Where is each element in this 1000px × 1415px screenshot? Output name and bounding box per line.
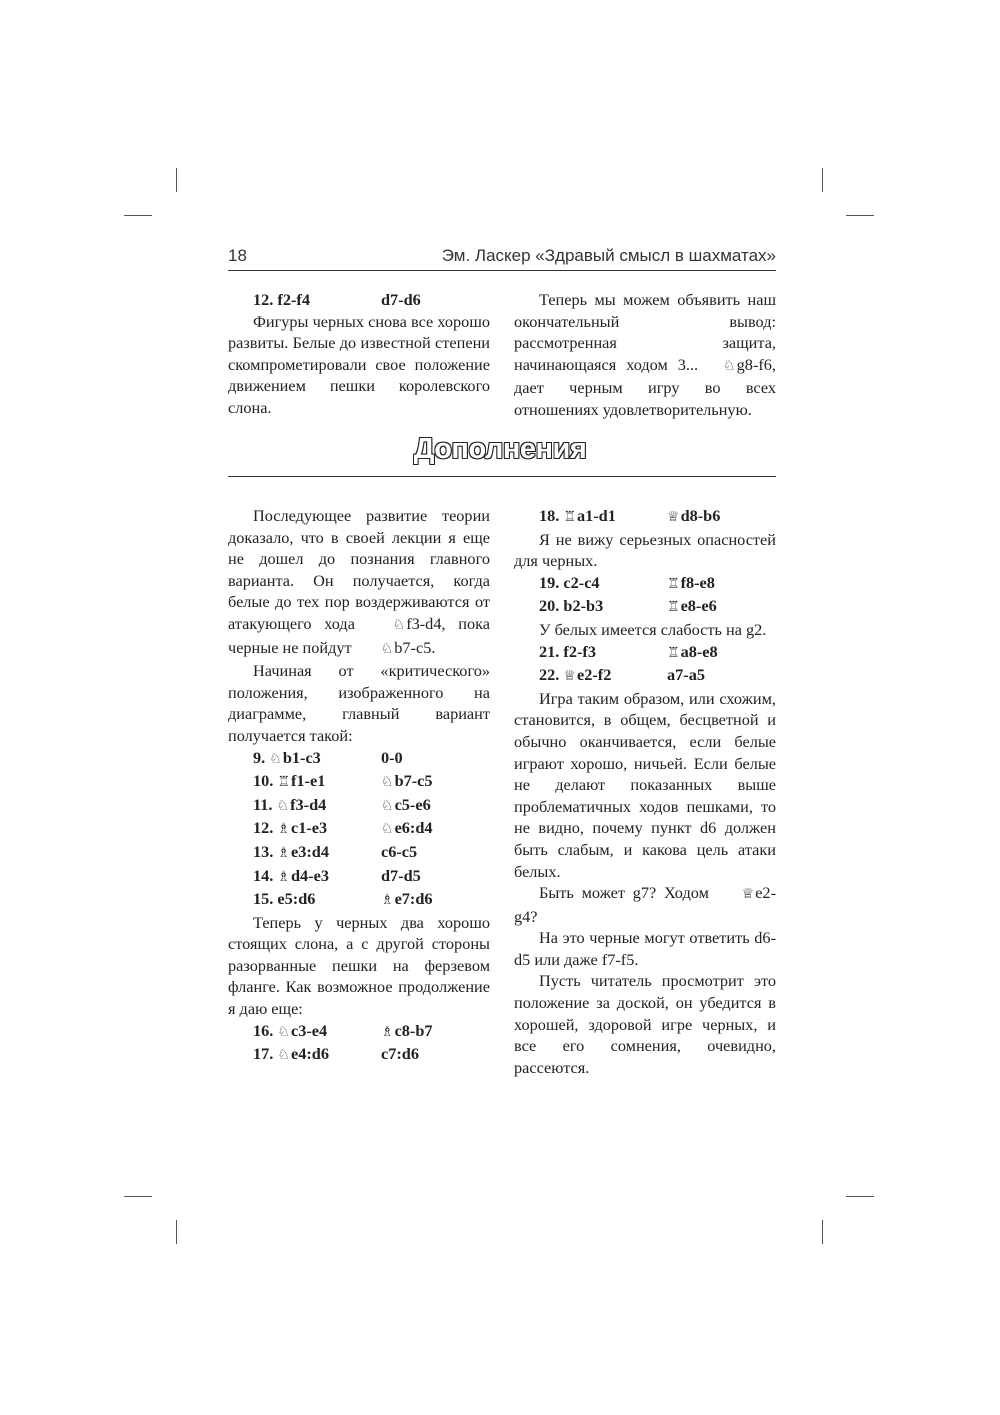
text-run: Теперь мы можем объявить наш окончательный вывод: рассмотренная защита, начинающаяся ходом 3... bbox=[514, 290, 776, 374]
top-right-column bbox=[514, 289, 776, 421]
white-move bbox=[539, 664, 667, 688]
knight-icon: ♘ bbox=[723, 357, 736, 374]
move-notation: f2-f3 bbox=[563, 641, 596, 661]
white-move bbox=[539, 595, 667, 619]
move-list bbox=[514, 641, 776, 688]
black-move: d7-d6 bbox=[381, 290, 421, 309]
text-run: Быть может g7? Ходом bbox=[539, 883, 717, 903]
white-move bbox=[539, 505, 667, 529]
move-notation: c6-c5 bbox=[381, 841, 418, 861]
move-notation: f3-d4 bbox=[290, 794, 327, 814]
move-number: 9. bbox=[253, 747, 270, 767]
rook-icon: ♖ bbox=[277, 774, 290, 791]
move-number: 21. bbox=[539, 641, 564, 661]
black-move bbox=[667, 595, 717, 619]
knight-icon: ♘ bbox=[392, 616, 406, 633]
black-move bbox=[381, 1020, 433, 1044]
move-notation: c5-e6 bbox=[394, 794, 431, 814]
move-notation: c7:d6 bbox=[381, 1044, 419, 1064]
move-list bbox=[228, 1020, 490, 1067]
move-row bbox=[228, 747, 490, 771]
bishop-icon: ♗ bbox=[381, 892, 394, 909]
knight-icon: ♘ bbox=[380, 640, 394, 657]
crop-mark bbox=[124, 1196, 152, 1197]
queen-icon: ♕ bbox=[563, 668, 576, 685]
move-notation: d8-b6 bbox=[680, 506, 721, 525]
move-list bbox=[228, 747, 490, 912]
move-row bbox=[228, 817, 490, 841]
move-row bbox=[228, 1020, 490, 1044]
move-row bbox=[228, 289, 490, 311]
move-notation: e6:d4 bbox=[394, 818, 433, 838]
paragraph: У белых имеется слабость на g2. bbox=[539, 619, 767, 639]
move-number: 19. bbox=[539, 572, 564, 592]
white-move bbox=[539, 572, 667, 596]
white-move bbox=[253, 888, 381, 912]
move-number: 14. bbox=[253, 865, 278, 885]
move-number: 15. bbox=[253, 889, 278, 909]
move-notation: b2-b3 bbox=[563, 596, 604, 616]
paragraph: Я не вижу серьезных опасностей для черных. bbox=[514, 529, 776, 571]
crop-mark bbox=[846, 1196, 874, 1197]
move-notation: b7-c5 bbox=[394, 771, 433, 791]
move-notation: e8-e6 bbox=[680, 596, 717, 616]
knight-icon: ♘ bbox=[381, 774, 394, 791]
rook-icon: ♖ bbox=[667, 644, 680, 661]
paragraph: Игра таким образом, или схожим, становится, в общем, бесцветной и обычно оканчивается, если белые играют хорошо, ничьей. Если белые не делают показанных выше проблематичных ходов пешками, то не видно, почему пункт d6 должен быть слабым, и какова цель атаки белых. bbox=[514, 688, 776, 881]
move-row bbox=[514, 572, 776, 596]
crop-mark bbox=[176, 168, 177, 192]
rook-icon: ♖ bbox=[667, 575, 680, 592]
paragraph bbox=[514, 289, 776, 421]
move-number: 13. bbox=[253, 841, 278, 861]
paragraph bbox=[228, 505, 490, 660]
move-notation: e5:d6 bbox=[277, 889, 316, 909]
black-move bbox=[667, 641, 718, 665]
move-number: 18. bbox=[539, 506, 564, 525]
move-notation: e2-f2 bbox=[576, 665, 612, 685]
white-move bbox=[253, 1020, 381, 1044]
white-move bbox=[253, 865, 381, 889]
text-run: f3-d4, пока черные не пойдут bbox=[228, 613, 490, 657]
move-notation: c3-e4 bbox=[290, 1020, 328, 1040]
text-run: Последующее развитие теории доказало, что в своей лекции я еще не дошел до познания главного варианта. Он получается, когда белые до тех пор воздерживаются от атакующего хода bbox=[228, 506, 490, 633]
left-column bbox=[228, 505, 490, 1067]
bishop-icon: ♗ bbox=[277, 868, 290, 885]
move-number: 11. bbox=[253, 794, 277, 814]
move-notation: d7-d5 bbox=[381, 865, 421, 885]
move-notation: a8-e8 bbox=[680, 641, 718, 661]
section-title: Дополнения bbox=[413, 433, 587, 465]
knight-icon: ♘ bbox=[276, 797, 290, 814]
queen-icon: ♕ bbox=[667, 509, 680, 525]
move-notation: c2-c4 bbox=[563, 572, 600, 592]
move-list bbox=[514, 505, 776, 529]
bishop-icon: ♗ bbox=[381, 1023, 394, 1040]
white-move bbox=[539, 641, 667, 665]
black-move bbox=[667, 572, 715, 596]
top-left-column bbox=[228, 289, 490, 419]
right-column bbox=[514, 505, 776, 1078]
crop-mark bbox=[846, 215, 874, 216]
paragraph: Пусть читатель просмотрит это положение за доской, он убедится в хорошей, здоровой игре черных, и все его сомнения, очевидно, рассеются. bbox=[514, 971, 776, 1077]
move-number: 12. bbox=[253, 818, 278, 838]
white-move bbox=[253, 1043, 381, 1067]
move-number: 17. bbox=[253, 1044, 278, 1064]
move-notation: 0-0 bbox=[381, 747, 403, 767]
move-number: 22. bbox=[539, 665, 564, 685]
move-row bbox=[228, 1043, 490, 1067]
white-move bbox=[253, 794, 381, 818]
black-move bbox=[381, 747, 403, 771]
crop-mark bbox=[124, 215, 152, 216]
text-run: g8-f6, дает черным игру во всех отношениях удовлетворительную. bbox=[514, 354, 776, 419]
text-run: b7-c5. bbox=[394, 637, 436, 657]
move-notation: b1-c3 bbox=[282, 747, 321, 767]
knight-icon: ♘ bbox=[277, 1047, 290, 1064]
queen-icon: ♕ bbox=[741, 886, 755, 903]
black-move bbox=[381, 770, 433, 794]
move-notation: f8-e8 bbox=[680, 572, 715, 592]
black-move bbox=[667, 664, 705, 688]
knight-icon: ♘ bbox=[269, 750, 282, 767]
move-list bbox=[514, 572, 776, 619]
black-move bbox=[381, 865, 421, 889]
crop-mark bbox=[822, 1220, 823, 1244]
white-move bbox=[253, 770, 381, 794]
white-move bbox=[253, 747, 381, 771]
move-notation: a7-a5 bbox=[667, 665, 705, 685]
move-notation: e3:d4 bbox=[290, 841, 329, 861]
black-move bbox=[667, 505, 720, 529]
running-title: Эм. Ласкер «Здравый смысл в шахматах» bbox=[441, 246, 776, 265]
page-number: 18 bbox=[228, 246, 247, 265]
move-notation: d4-e3 bbox=[290, 865, 329, 885]
move-row bbox=[228, 770, 490, 794]
move-row bbox=[228, 841, 490, 865]
move-row bbox=[514, 641, 776, 665]
move-row bbox=[228, 865, 490, 889]
move-notation: e7:d6 bbox=[394, 889, 433, 909]
white-move: 12. f2-f4 bbox=[253, 290, 310, 309]
move-number: 16. bbox=[253, 1020, 278, 1040]
move-row bbox=[228, 794, 490, 818]
move-notation: a1-d1 bbox=[576, 506, 616, 525]
move-notation: c1-e3 bbox=[290, 818, 328, 838]
move-number: 10. bbox=[253, 771, 278, 791]
white-move bbox=[253, 817, 381, 841]
black-move bbox=[381, 794, 431, 818]
move-notation: f1-e1 bbox=[290, 771, 326, 791]
crop-mark bbox=[822, 168, 823, 192]
bishop-icon: ♗ bbox=[277, 844, 290, 861]
paragraph: Теперь у черных два хорошо стоящих слона, а с другой стороны разорванные пешки на ферзевом фланге. Как возможное продолжение я даю еще: bbox=[228, 912, 490, 1019]
white-move bbox=[253, 841, 381, 865]
rook-icon: ♖ bbox=[667, 599, 680, 616]
move-row bbox=[228, 888, 490, 912]
move-number: 20. bbox=[539, 596, 564, 616]
knight-icon: ♘ bbox=[381, 821, 394, 838]
text-run: e2-g4? bbox=[514, 883, 776, 926]
rook-icon: ♖ bbox=[563, 509, 576, 525]
move-notation: c8-b7 bbox=[394, 1020, 433, 1040]
move-notation: e4:d6 bbox=[290, 1044, 329, 1064]
paragraph bbox=[514, 882, 776, 927]
crop-mark bbox=[176, 1220, 177, 1244]
move-row bbox=[514, 505, 776, 529]
black-move bbox=[381, 1043, 419, 1067]
knight-icon: ♘ bbox=[381, 797, 394, 814]
knight-icon: ♘ bbox=[277, 1023, 290, 1040]
section-rule bbox=[228, 476, 776, 477]
move-row bbox=[514, 595, 776, 619]
black-move bbox=[381, 841, 417, 865]
bishop-icon: ♗ bbox=[277, 821, 290, 838]
move-row bbox=[514, 664, 776, 688]
black-move bbox=[381, 888, 433, 912]
paragraph: На это черные могут ответить d6-d5 или даже f7-f5. bbox=[514, 928, 776, 969]
paragraph: Начиная от «критического» положения, изображенного на диаграмме, главный вариант получается такой: bbox=[228, 661, 490, 745]
black-move bbox=[381, 817, 433, 841]
header-rule bbox=[228, 270, 776, 271]
paragraph: Фигуры черных снова все хорошо развиты. Белые до известной степени скомпрометировали свое положение движением пешки королевского слона. bbox=[228, 311, 490, 417]
